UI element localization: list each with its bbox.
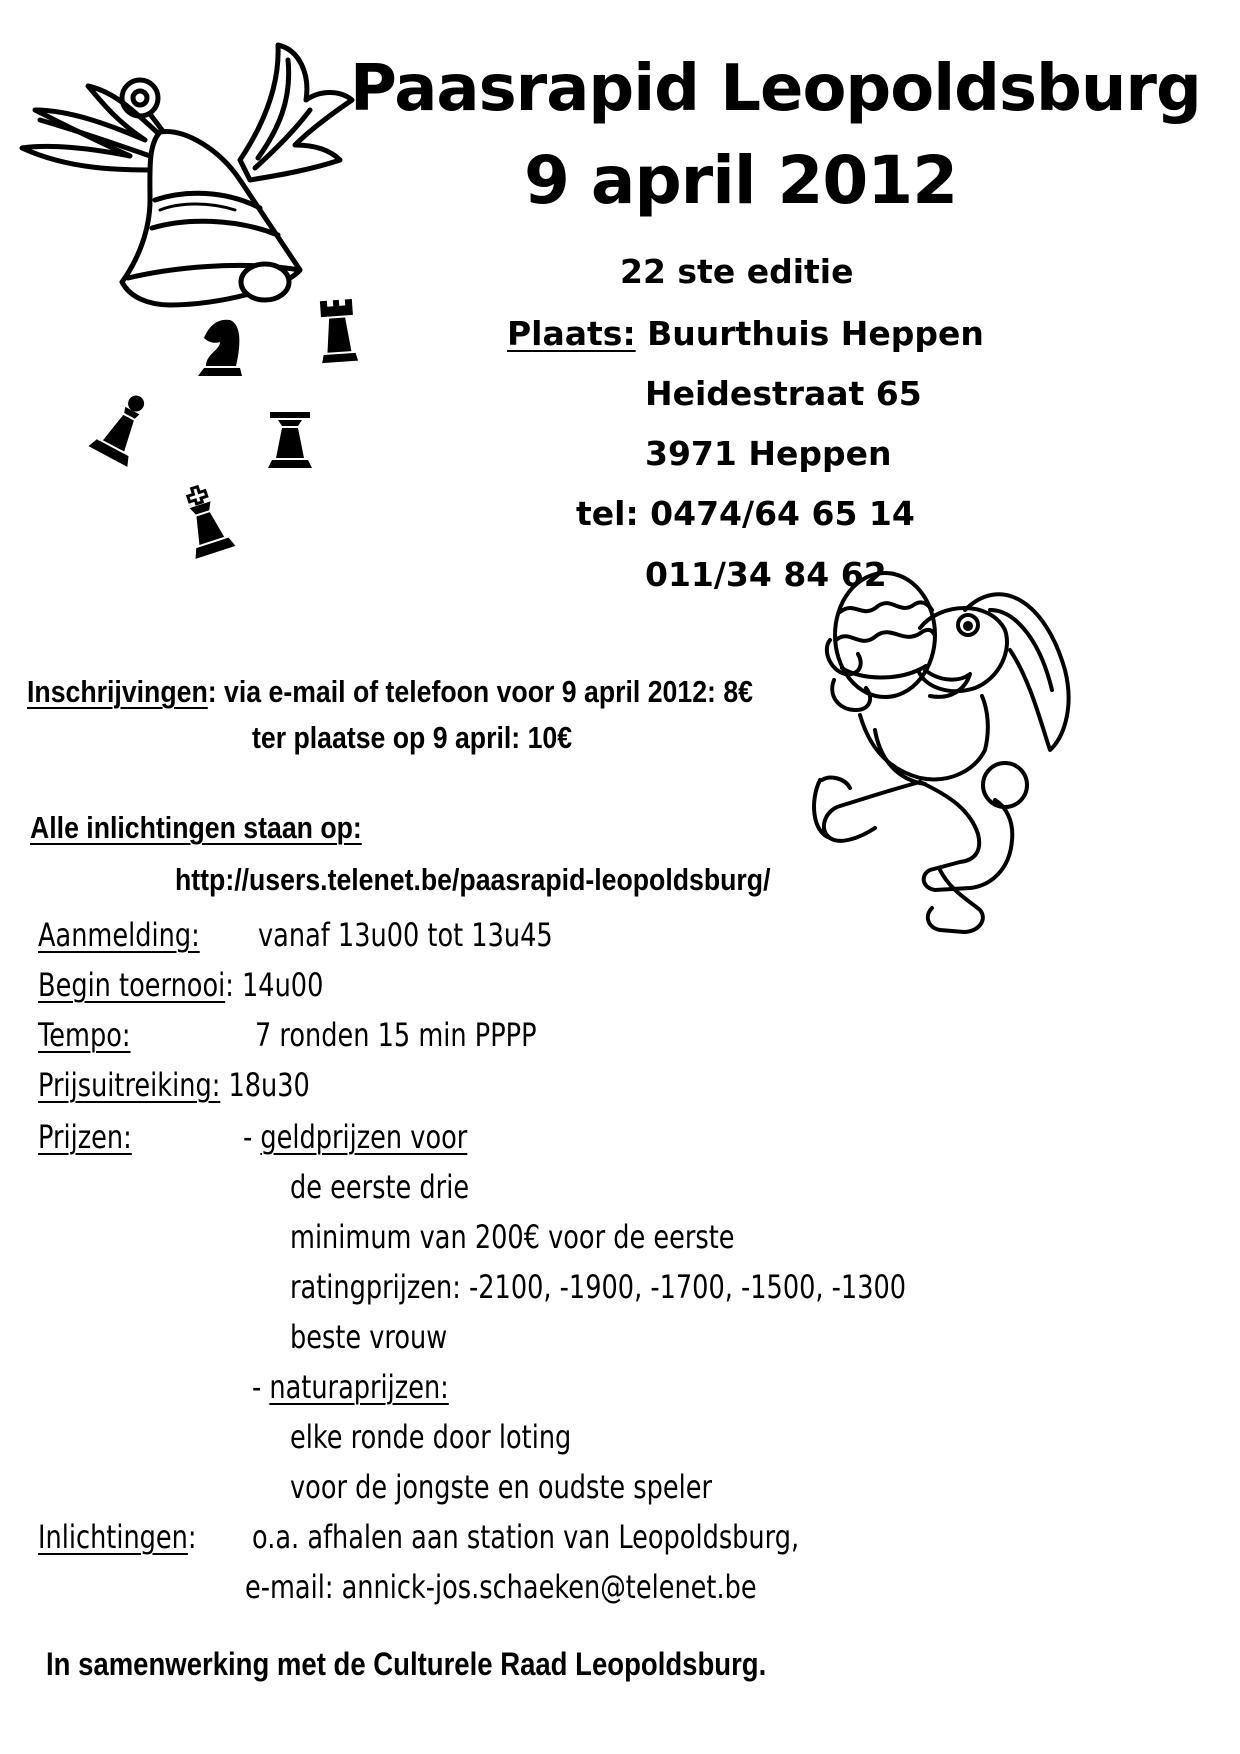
winged-bell-icon: [10, 20, 390, 330]
info-label: Alle inlichtingen staan op:: [30, 810, 362, 845]
footer-credit: In samenwerking met de Culturele Raad Leopoldsburg.: [46, 1646, 767, 1682]
knight-icon: [190, 310, 250, 382]
venue-name: Buurthuis Heppen: [647, 314, 984, 353]
venue-street: Heidestraat 65: [645, 374, 922, 413]
pawn-icon: [82, 390, 162, 470]
registration-label: Inschrijvingen: [27, 674, 208, 709]
begin-line: [38, 966, 323, 1004]
contact-line-1: o.a. afhalen aan station van Leopoldsburg,: [252, 1518, 800, 1556]
money-prize-line: minimum van 200€ voor de eerste: [290, 1218, 735, 1256]
venue-city: 3971 Heppen: [645, 434, 892, 473]
money-prizes-title: geldprijzen voor: [260, 1118, 468, 1156]
queen-icon: [264, 404, 316, 470]
tempo-label: Tempo:: [38, 1016, 131, 1054]
tel-label: tel:: [576, 494, 639, 533]
natura-prizes-heading: [252, 1368, 449, 1406]
natura-prize-line: elke ronde door loting: [290, 1418, 572, 1456]
phone-2: 011/34 84 62: [645, 555, 887, 594]
contact-email[interactable]: e-mail: annick-jos.schaeken@telenet.be: [245, 1568, 757, 1606]
money-prize-line: beste vrouw: [290, 1318, 448, 1356]
venue-label: Plaats:: [507, 314, 636, 353]
info-url[interactable]: http://users.telenet.be/paasrapid-leopoldsburg/: [175, 862, 771, 897]
natura-dash: -: [252, 1368, 270, 1406]
begin-label: Begin toernooi: [38, 966, 226, 1004]
tempo-value: 7 ronden 15 min PPPP: [255, 1016, 537, 1054]
venue-line: [507, 314, 984, 353]
natura-prizes-title: naturaprijzen:: [269, 1368, 449, 1406]
money-dash: -: [243, 1118, 261, 1156]
contact-label: Inlichtingen: [38, 1518, 188, 1556]
contact-heading: [38, 1518, 197, 1556]
prizes-label: Prijzen:: [38, 1118, 132, 1156]
registration-line-1: [27, 674, 753, 710]
aanmelding-value: vanaf 13u00 tot 13u45: [258, 916, 553, 954]
aanmelding-label: Aanmelding:: [38, 916, 200, 954]
registration-fee-onsite: ter plaatse op 9 april: 10€: [252, 720, 573, 755]
money-prize-line: de eerste drie: [290, 1168, 470, 1206]
prijsuitreiking-label: Prijsuitreiking:: [38, 1066, 221, 1104]
easter-bunny-with-egg-icon: [800, 570, 1080, 950]
money-prizes-heading: [243, 1118, 467, 1156]
prijsuitreiking-value: 18u30: [228, 1066, 310, 1104]
phone-1: 0474/64 65 14: [650, 494, 915, 533]
phone-line: [576, 494, 915, 533]
contact-colon: :: [187, 1518, 197, 1556]
event-date: 9 april 2012: [524, 142, 958, 219]
money-prize-line: ratingprijzen: -2100, -1900, -1700, -1500, -1300: [290, 1268, 907, 1306]
edition-label: 22 ste editie: [620, 252, 854, 291]
prijsuitreiking-line: [38, 1066, 310, 1104]
begin-value: : 14u00: [225, 966, 324, 1004]
king-icon: [176, 484, 234, 556]
page-title: Paasrapid Leopoldsburg: [350, 52, 1201, 126]
natura-prize-line: voor de jongste en oudste speler: [290, 1468, 713, 1506]
registration-fee-early: : via e-mail of telefoon voor 9 april 2012: 8€: [207, 674, 753, 709]
rook-icon: [316, 296, 360, 366]
